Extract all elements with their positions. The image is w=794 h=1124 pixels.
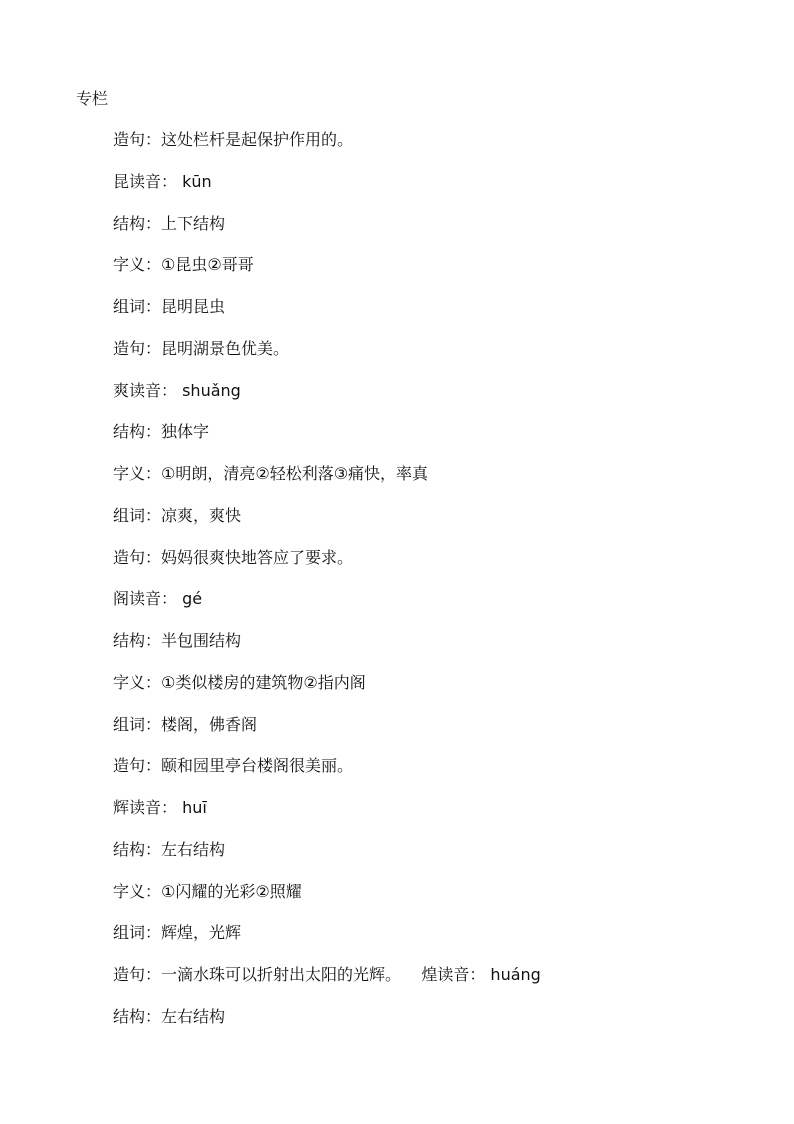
entry-text: 字义：①明朗，清亮②轻松利落③痛快，率真 xyxy=(113,464,429,483)
entry-line xyxy=(113,964,541,1006)
entry-line xyxy=(113,129,541,171)
entry-line xyxy=(113,839,541,881)
entry-text: 结构：半包围结构 xyxy=(113,631,242,650)
entry-line xyxy=(113,588,541,630)
entry-text: 字义：①类似楼房的建筑物②指内阁 xyxy=(113,672,366,692)
entry-text: 组词：辉煌，光辉 xyxy=(113,923,242,943)
entry-line xyxy=(113,797,541,839)
entry-list xyxy=(113,129,541,1048)
entry-text: 结构：左右结构 xyxy=(113,1006,226,1026)
entry-line xyxy=(113,505,541,547)
entry-text: 字义：①昆虫②哥哥 xyxy=(113,255,254,275)
entry-line xyxy=(113,296,541,338)
entry-line xyxy=(113,380,541,422)
entry-line xyxy=(113,881,541,923)
entry-line xyxy=(113,463,541,505)
entry-line xyxy=(113,213,541,255)
entry-line xyxy=(113,755,541,797)
section-heading: 专栏 xyxy=(76,89,109,108)
entry-text: 造句：妈妈很爽快地答应了要求。 xyxy=(113,547,354,567)
entry-text: 造句：昆明湖景色优美。 xyxy=(113,338,290,358)
entry-line xyxy=(113,714,541,756)
entry-text: 阁读音： gé xyxy=(113,589,203,609)
entry-text: 爽读音： shuǎng xyxy=(113,380,241,400)
entry-line xyxy=(113,547,541,589)
entry-text: 结构：左右结构 xyxy=(113,839,226,859)
entry-line xyxy=(113,171,541,213)
entry-line xyxy=(113,630,541,672)
entry-text: 组词：凉爽，爽快 xyxy=(113,505,242,525)
entry-line xyxy=(113,421,541,463)
entry-text: 造句：一滴水珠可以折射出太阳的光辉。 煌读音： huáng xyxy=(113,965,541,984)
entry-line xyxy=(113,338,541,380)
entry-text: 辉读音： huī xyxy=(113,798,207,817)
entry-line xyxy=(113,672,541,714)
entry-text: 组词：昆明昆虫 xyxy=(113,297,226,316)
entry-text: 组词：楼阁，佛香阁 xyxy=(113,714,258,734)
entry-line xyxy=(113,1006,541,1048)
entry-text: 造句：这处栏杆是起保护作用的。 xyxy=(113,130,354,149)
entry-line xyxy=(113,254,541,296)
entry-text: 昆读音： kūn xyxy=(113,171,212,191)
entry-text: 字义：①闪耀的光彩②照耀 xyxy=(113,881,302,901)
entry-text: 结构：独体字 xyxy=(113,422,210,442)
entry-text: 结构：上下结构 xyxy=(113,213,226,233)
entry-line xyxy=(113,922,541,964)
entry-text: 造句：颐和园里亭台楼阁很美丽。 xyxy=(113,756,354,776)
